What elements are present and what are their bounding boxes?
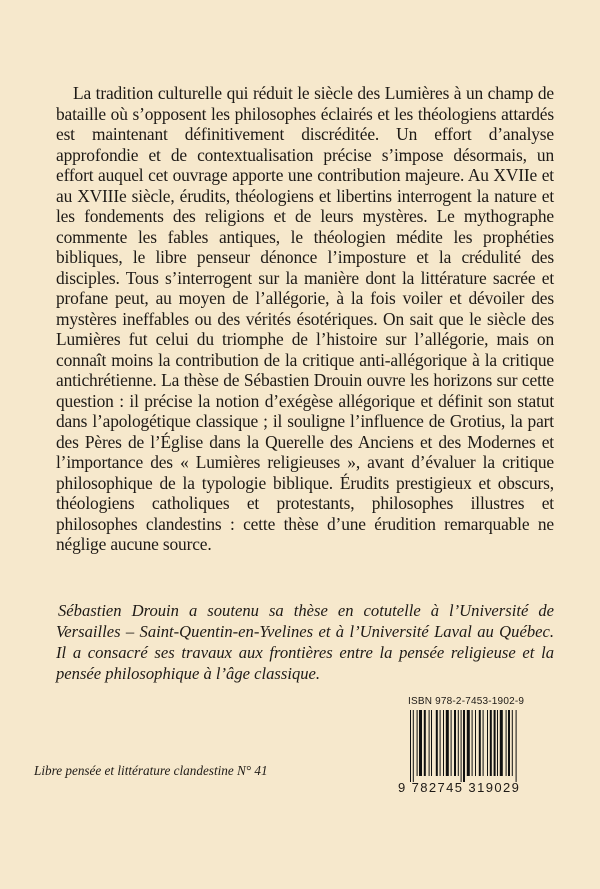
barcode-bar <box>424 710 426 776</box>
barcode-bar <box>506 710 507 776</box>
barcode-bar <box>451 710 452 776</box>
isbn-barcode <box>398 696 548 798</box>
barcode-bar <box>436 710 438 776</box>
barcode-bar <box>497 710 498 776</box>
ean-digits: 9 782745 319029 <box>398 780 521 795</box>
barcode-bar <box>483 710 484 776</box>
back-cover-blurb: La tradition culturelle qui réduit le siècle des Lumières à un champ de bataille où s’opposent les philosophes éclairés et les théologiens attardés est maintenant définitivement discréditée. Un effort d’analyse approfondie et de contextualisation précise s’impose désormais, un effort auquel cet ouvrage apporte une contribution majeure. Au XVIIe et au XVIIIe siècle, érudits, théologiens et libertins interrogent la nature et les fondements des religions et de leurs mystères. Le mythographe commente les fables antiques, le théologien médite les prophéties bibliques, le libre penseur dénonce l’imposture et la crédulité des disciples. Tous s’interrogent sur la manière dont la littérature sacrée et profane peut, au moyen de l’allégorie, à la fois voiler et dévoiler des mystères ineffables ou des vérités ésotériques. On sait que le siècle des Lumières fut celui du triomphe de l’histoire sur l’allégorie, mais on connaît moins la contribution de la critique anti-allégorique à la critique antichrétienne. La thèse de Sébastien Drouin ouvre les horizons sur cette question : il précise la notion d’exégèse allégorique et définit son statut dans l’apologétique classique ; il souligne l’influence de Grotius, la part des Pères de l’Église dans la Querelle des Anciens et des Modernes et l’importance des « Lumières religieuses », avant d’évaluer la critique philosophique de la typologie biblique. Érudits prestigieux et obscurs, théologiens catholiques et protestants, philosophes illustres et philosophes clandestins : cette thèse d’une érudition remarquable ne néglige aucune source. <box>56 83 554 554</box>
barcode-bar <box>440 710 441 776</box>
barcode-bar <box>419 710 422 776</box>
barcode-bar <box>413 710 414 782</box>
series-name: Libre pensée et littérature clandestine N° 41 <box>34 763 268 778</box>
isbn-number: ISBN 978-2-7453-1902-9 <box>408 696 525 707</box>
barcode-bar <box>516 710 517 782</box>
barcode-bars <box>398 710 548 782</box>
barcode-bar <box>446 710 449 776</box>
barcode-bar <box>410 710 411 782</box>
barcode-bar <box>500 710 503 776</box>
barcode-bar <box>431 710 432 776</box>
barcode-bar <box>472 710 473 776</box>
barcode-bar <box>512 710 513 776</box>
barcode-bar <box>467 710 470 776</box>
barcode-bar <box>463 710 465 782</box>
barcode-bar <box>508 710 510 776</box>
barcode-bar <box>417 710 418 776</box>
barcode-bar <box>494 710 496 776</box>
author-biography: Sébastien Drouin a soutenu sa thèse en cotutelle à l’Université de Versailles – Saint-Quentin-en-Yvelines et à l’Université Laval au Québec. Il a consacré ses travaux aux frontières entre la pensée religieuse et la pensée philosophique à l’âge classique. <box>56 601 554 683</box>
barcode-bar <box>475 710 476 776</box>
barcode-bar <box>490 710 492 776</box>
barcode-bar <box>458 710 459 776</box>
barcode-bar <box>454 710 456 776</box>
barcode-bar <box>487 710 488 776</box>
barcode-bar <box>479 710 481 776</box>
barcode-bar <box>429 710 430 776</box>
barcode-bar <box>461 710 462 782</box>
barcode-bar <box>443 710 444 776</box>
